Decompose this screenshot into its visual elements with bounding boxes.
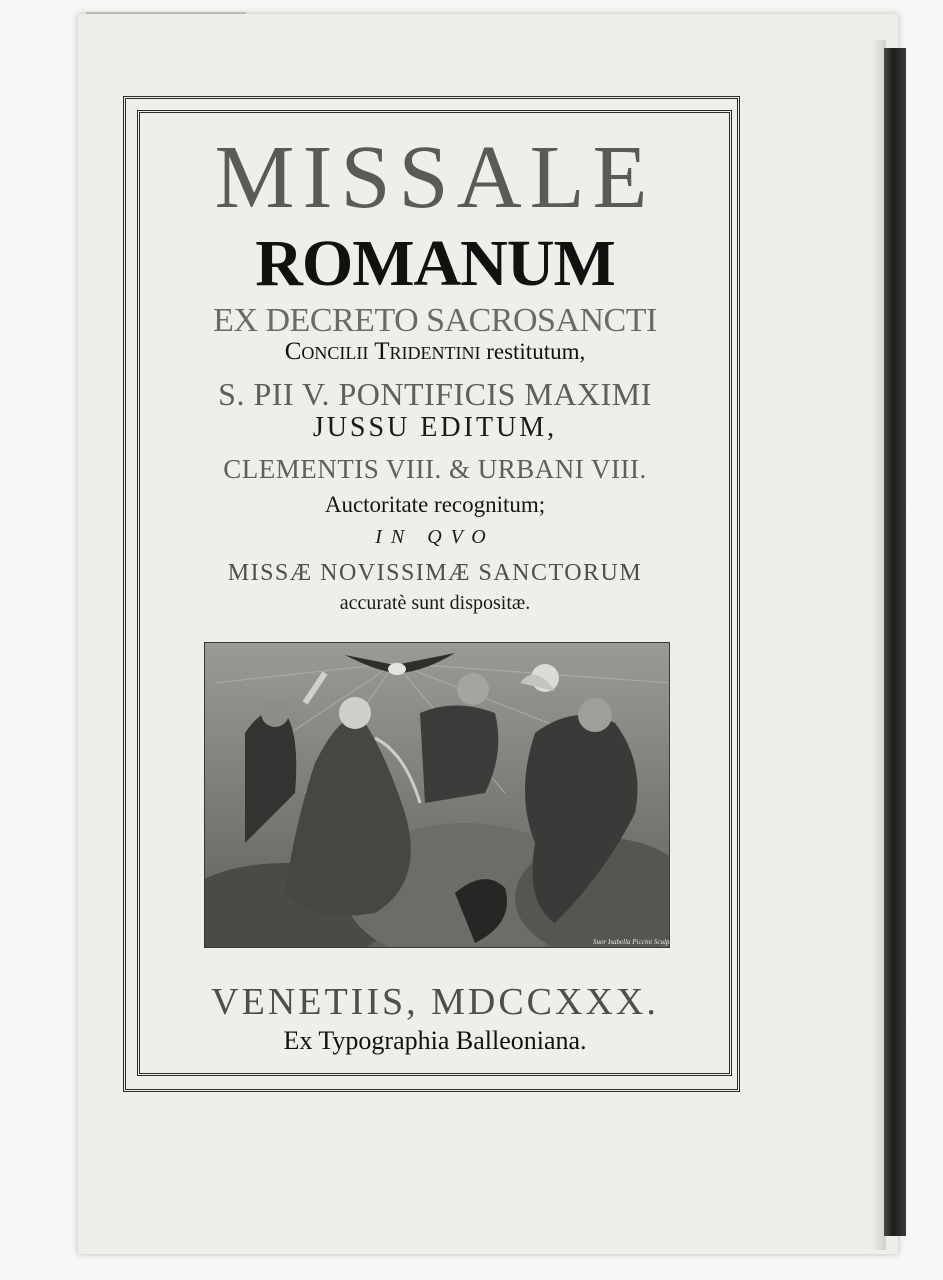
- subtitle-pii-v: S. PII V. PONTIFICIS MAXIMI: [218, 376, 652, 412]
- subtitle-ex-decreto: EX DECRETO SACROSANCTI: [213, 302, 657, 339]
- subtitle-in-qvo: IN QVO: [375, 526, 495, 548]
- concilii-rest: restitutum,: [480, 339, 586, 364]
- title-missale: MISSALE: [214, 128, 656, 227]
- book-spine: [884, 48, 906, 1236]
- subtitle-missae: MISSÆ NOVISSIMÆ SANCTORUM: [227, 560, 643, 586]
- concilii-smallcaps: Concilii Tridentini: [284, 338, 481, 365]
- subtitle-clementis: CLEMENTIS VIII. & URBANI VIII.: [223, 454, 647, 484]
- subtitle-jussu-editum: JUSSU EDITUM,: [312, 412, 558, 443]
- subtitle-auctoritate: Auctoritate recognitum;: [324, 492, 546, 517]
- imprint-place-date: VENETIIS, MDCCXXX.: [211, 981, 659, 1023]
- title-romanum: ROMANUM: [255, 227, 615, 300]
- subtitle-accurate: accuratè sunt dispositæ.: [339, 592, 531, 614]
- imprint-printer: Ex Typographia Balleoniana.: [283, 1026, 587, 1055]
- evangelists-engraving: [204, 642, 673, 948]
- engraving-illustration: [205, 643, 673, 948]
- subtitle-concilii: [140, 338, 730, 366]
- engraver-signature: Suor Isabella Piccini Sculps: [593, 938, 673, 946]
